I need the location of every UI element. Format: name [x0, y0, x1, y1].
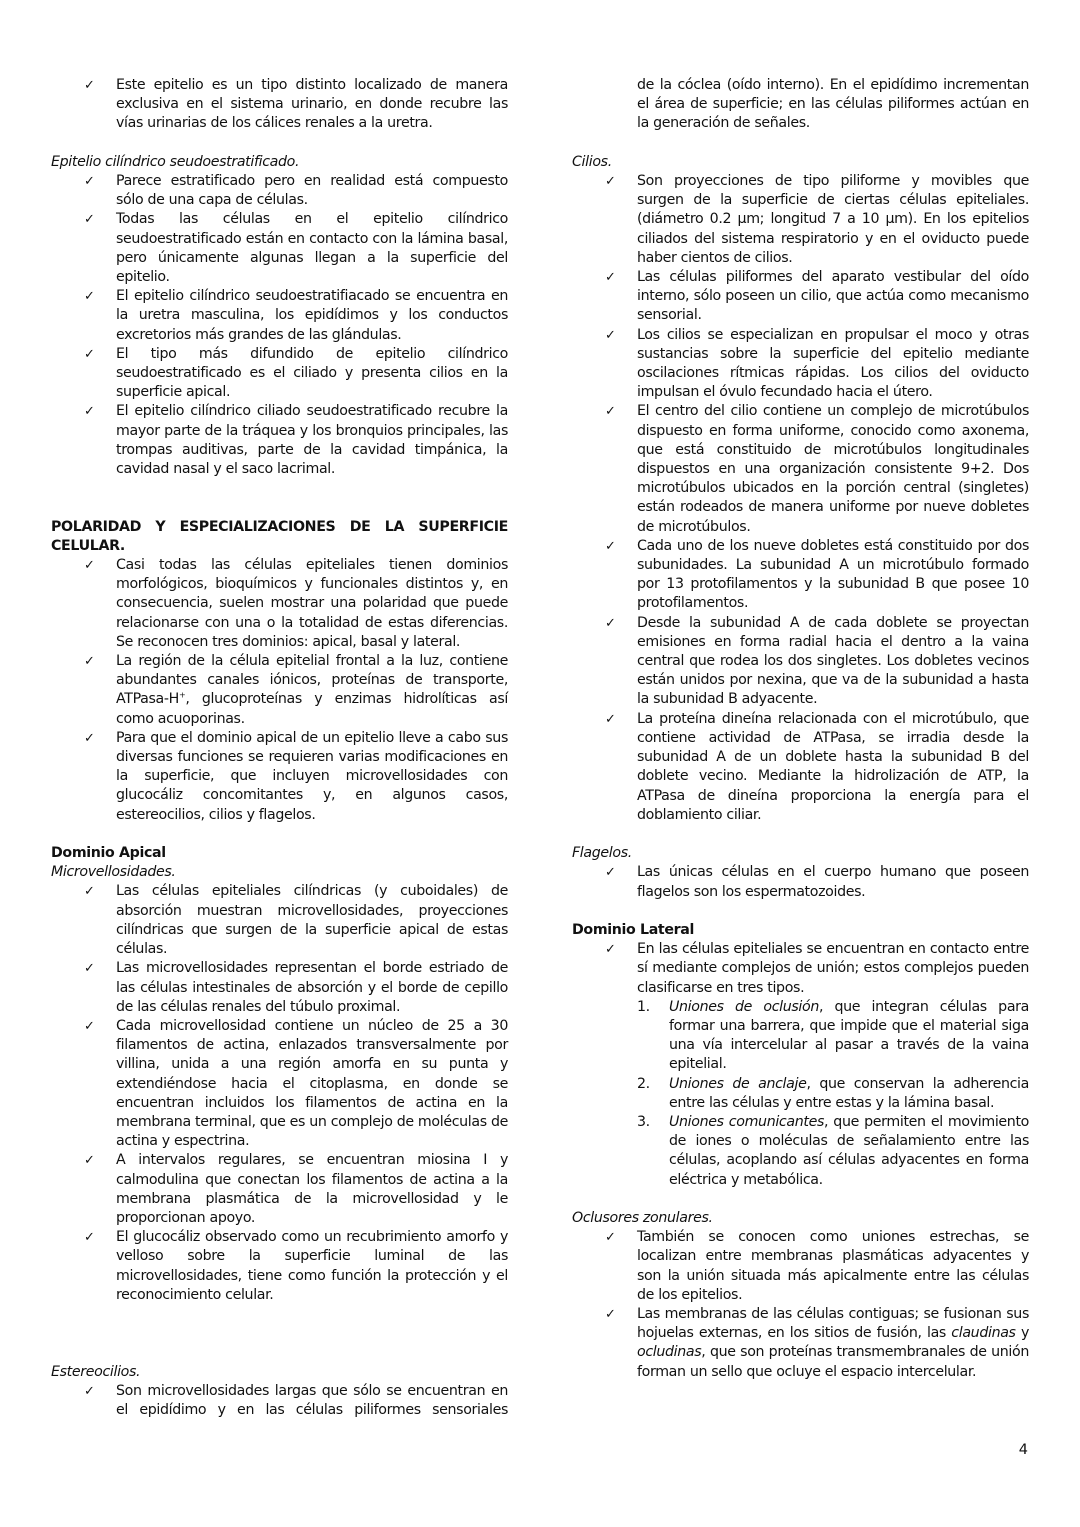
checkmark-icon: ✓: [84, 1018, 95, 1034]
list-item: ✓ El epitelio cilíndrico seudoestratifiacado se encuentra en la uretra masculina, los epidídimos y los conductos excretorios más grandes de las glándulas.: [84, 288, 508, 343]
lateral-list: [572, 940, 1029, 1190]
seudo-list: [51, 172, 508, 479]
list-item: ✓ Desde la subunidad A de cada doblete se proyectan emisiones en forma radial hacia el dentro a la vaina central que rodea los dos singletes. Los dobletes vecinos están unidos por nexina, que va de la subunidad a hasta la subunidad B adyacente.: [605, 614, 1029, 708]
list-item-continuation: de la cóclea (oído interno). En el epidídimo incrementan el área de superficie; en las células piliformes actúan en la generación de señales.: [637, 77, 1029, 132]
list-item: ✓ El centro del cilio contiene un complejo de microtúbulos dispuesto en forma uniforme, conocido como axonema, que está constituido de microtúbulos longitudinales dispuestos en una organización consistente 9+2. Dos microtúbulos ubicados en la porción central (singletes) están rodeados de manera uniforme por nueve dobletes de microtúbulos.: [605, 403, 1029, 535]
subsection-title: Cilios.: [572, 153, 612, 170]
list-item: ✓ Para que el dominio apical de un epitelio lleve a cabo sus diversas funciones se requieren varias modificaciones en la superficie, que incluyen microvellosidades con glucocáliz concomitantes y, en algunos casos, estereocilios, cilios y flagelos.: [84, 729, 508, 823]
checkmark-icon: ✓: [84, 558, 95, 574]
list-item: ✓ Parece estratificado pero en realidad está compuesto sólo de una capa de células.: [84, 173, 508, 209]
list-item: ✓ Las células piliformes del aparato vestibular del oído interno, sólo poseen un cilio, que actúa como mecanismo sensorial.: [605, 269, 1029, 324]
list-item: ✓ El tipo más difundido de epitelio cilíndrico seudoestratificado es el ciliado y presenta cilios en la superficie apical.: [84, 345, 508, 401]
list-item: ✓ El epitelio cilíndrico ciliado seudoestratificado recubre la mayor parte de la tráquea y los bronquios principales, las trompas auditivas, parte de la cavidad timpánica, la cavidad nasal y el saco lacrimal.: [84, 403, 508, 478]
list-item: ✓ Las células epiteliales cilíndricas (y cuboidales) de absorción muestran microvellosidades, proyecciones cilíndricas que surgen de la superficie apical de estas células.: [84, 883, 508, 958]
checkmark-icon: ✓: [84, 346, 95, 362]
list-item: ✓ La región de la célula epitelial frontal a la luz, contiene abundantes canales iónicos, proteínas de transporte, ATPasa-H+, glucoproteínas y enzimas hidrolíticas así como acuoporinas.: [84, 653, 508, 727]
checkmark-icon: ✓: [605, 1230, 616, 1246]
list-item: ✓ En las células epiteliales se encuentran en contacto entre sí mediante complejos de unión; estos complejos pueden clasificarse en tres tipos. 1. Uniones de oclusión, que integran células para formar una barrera, que impide que el material siga una vía intercelular al pasar a través de la vaina epitelial. 2. Uniones de anclaje, que conservan la adherencia entre las células y entre estas y la lámina basal. 3. Uniones comunicantes, que permiten el movimiento de iones o moléculas de señalamiento entre las células, acoplando así células adyacentes en forma eléctrica y metabólica.: [572, 940, 1029, 1190]
subsection-title: Oclusores zonulares.: [572, 1209, 713, 1226]
list-item: ✓ Este epitelio es un tipo distinto localizado de manera exclusiva en el sistema urinario, en donde recubre las vías urinarias de los cálices renales a la uretra.: [84, 77, 508, 132]
apical-list: [51, 882, 508, 1304]
checkmark-icon: ✓: [605, 270, 616, 286]
list-item: ✓ Los cilios se especializan en propulsar el moco y otras sustancias sobre la superficie del epitelio mediante oscilaciones rítmicas rápidas. Los cilios del oviducto impulsan el óvulo fecundado hacia el útero.: [605, 326, 1029, 401]
estereo-list: [51, 1382, 508, 1420]
checkmark-icon: ✓: [605, 538, 616, 554]
checkmark-icon: ✓: [605, 327, 616, 343]
checkmark-icon: ✓: [84, 289, 95, 305]
section-heading: Dominio Apical: [51, 845, 166, 862]
subsection-title: Estereocilios.: [51, 1363, 141, 1380]
left-column: [51, 76, 508, 1420]
polaridad-list: [51, 556, 508, 825]
list-item: ✓ Las únicas células en el cuerpo humano que poseen flagelos son los espermatozoides.: [605, 864, 1029, 900]
list-item: ✓ Las microvellosidades representan el borde estriado de las células intestinales de absorción y el borde de cepillo de las células renales del túbulo proximal.: [84, 960, 508, 1015]
checkmark-icon: ✓: [84, 654, 95, 670]
intro-list: [51, 76, 508, 134]
list-item: ✓ Cada microvellosidad contiene un núcleo de 25 a 30 filamentos de actina, enlazados transversalmente por villina, unida a una región amorfa en su punta y extendiéndose hacia el citoplasma, en donde se encuentran incluidos los filamentos de actina en la membrana terminal, que es un complejo de moléculas de actina y espectrina.: [84, 1017, 508, 1150]
checkmark-icon: ✓: [84, 78, 95, 93]
list-item: ✓ Las membranas de las células contiguas; se fusionan sus hojuelas externas, en los sitios de fusión, las claudinas y ocludinas, que son proteínas transmembranales de unión forman un sello que ocluye el espacio intercelular.: [605, 1305, 1029, 1380]
subsection-title: Flagelos.: [572, 845, 632, 862]
checkmark-icon: ✓: [605, 1306, 616, 1322]
numbered-item: 2. Uniones de anclaje, que conservan la adherencia entre las células y entre estas y la lámina basal.: [637, 1075, 1029, 1111]
checkmark-icon: ✓: [605, 711, 616, 727]
flagelos-list: [572, 863, 1029, 901]
list-item: ✓ A intervalos regulares, se encuentran miosina I y calmodulina que conectan los filamentos de actina a la membrana plasmática de la microvellosidad y le proporcionan apoyo.: [84, 1152, 508, 1226]
checkmark-icon: ✓: [84, 404, 95, 420]
list-item: ✓ El glucocáliz observado como un recubrimiento amorfo y velloso sobre la superficie luminal de las microvellosidades, tiene como función la protección y el reconocimiento celular.: [84, 1229, 508, 1303]
subsection-title: Microvellosidades.: [51, 864, 176, 881]
checkmark-icon: ✓: [84, 1383, 95, 1399]
checkmark-icon: ✓: [605, 615, 616, 631]
list-item: ✓ Todas las células en el epitelio cilíndrico seudoestratificado están en contacto con la lámina basal, pero únicamente algunas llegan a la superficie del epitelio.: [84, 211, 508, 286]
list-item: ✓ Cada uno de los nueve dobletes está constituido por dos subunidades. La subunidad A un microtúbulo formado por 13 protofilamentos y la subunidad B que posee 10 protofilamentos.: [605, 537, 1029, 612]
checkmark-icon: ✓: [84, 730, 95, 746]
checkmark-icon: ✓: [84, 174, 95, 189]
oclusores-list: [572, 1228, 1029, 1382]
checkmark-icon: ✓: [84, 1153, 95, 1169]
checkmark-icon: ✓: [605, 174, 616, 189]
list-item: ✓ Casi todas las células epiteliales tienen dominios morfológicos, bioquímicos y funcionales distintos y, en consecuencia, suelen mostrar una polaridad que puede relacionarse con una o la totalidad de estas diferencias. Se reconocen tres dominios: apical, basal y lateral.: [84, 557, 508, 650]
checkmark-icon: ✓: [84, 961, 95, 977]
checkmark-icon: ✓: [84, 212, 95, 228]
section-heading: POLARIDAD Y ESPECIALIZACIONES DE LA SUPERFICIE CELULAR.: [51, 518, 508, 554]
checkmark-icon: ✓: [605, 942, 616, 958]
list-item: ✓ También se conocen como uniones estrechas, se localizan entre membranas plasmáticas adyacentes y son la unión situada más apicalmente entre las células de los epitelios.: [605, 1229, 1029, 1303]
checkmark-icon: ✓: [605, 865, 616, 881]
right-column: [572, 76, 1029, 1382]
cilios-list: [572, 172, 1029, 825]
checkmark-icon: ✓: [84, 1230, 95, 1246]
numbered-item: 3. Uniones comunicantes, que permiten el movimiento de iones o moléculas de señalamiento entre las células, acoplando así células adyacentes en forma eléctrica y metabólica.: [637, 1113, 1029, 1188]
page-number: 4: [1018, 1442, 1028, 1458]
junction-types-list: [637, 998, 1029, 1190]
continuation-list: [572, 76, 1029, 134]
checkmark-icon: ✓: [84, 884, 95, 900]
list-item: ✓ Son proyecciones de tipo piliforme y movibles que surgen de la superficie de ciertas células epiteliales. (diámetro 0.2 µm; longitud 7 a 10 µm). En los epitelios ciliados del sistema respiratorio y en el oviducto puede haber cientos de cilios.: [605, 173, 1029, 266]
section-heading: Dominio Lateral: [572, 921, 695, 938]
subsection-title: Epitelio cilíndrico seudoestratificado.: [51, 153, 300, 170]
numbered-item: 1. Uniones de oclusión, que integran células para formar una barrera, que impide que el material siga una vía intercelular al pasar a través de la vaina epitelial.: [637, 998, 1030, 1073]
checkmark-icon: ✓: [605, 404, 616, 420]
list-item: ✓ La proteína dineína relacionada con el microtúbulo, que contiene actividad de ATPasa, se irradia desde la subunidad A de un doblete hasta la subunidad B del doblete vecino. Mediante la hidrolización de ATP, la ATPasa de dineína proporciona la energía para el doblamiento ciliar.: [605, 710, 1029, 823]
list-item: ✓ Son microvellosidades largas que sólo se encuentran en el epidídimo y en las células piliformes sensoriales: [84, 1382, 508, 1418]
